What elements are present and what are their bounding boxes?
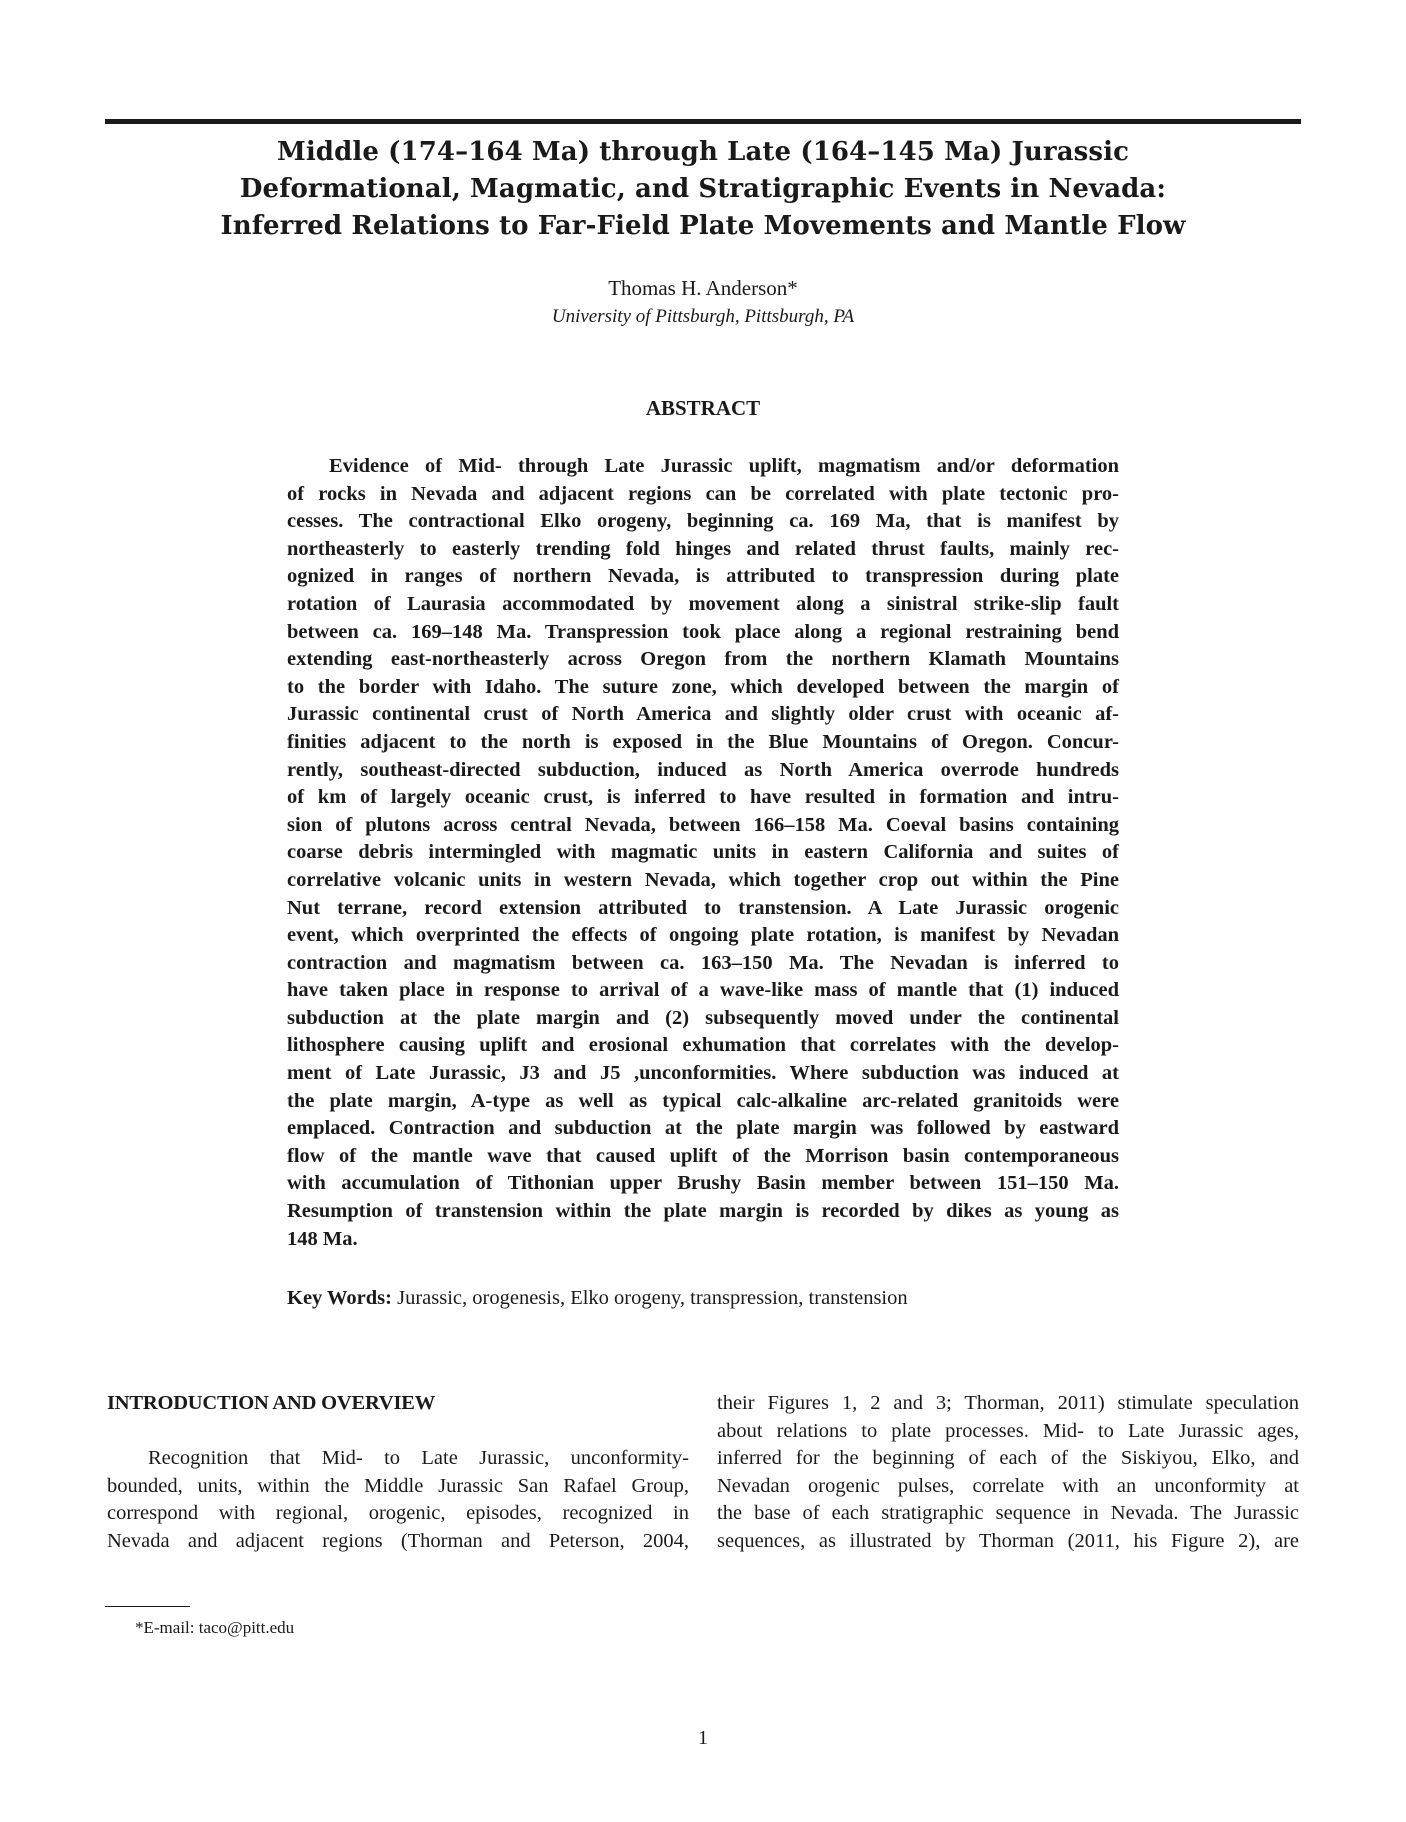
abstract-line: lithosphere causing uplift and erosional exhumation that correlates with the develop-	[287, 1034, 1119, 1057]
abstract-line: flow of the mantle wave that caused uplift of the Morrison basin contemporaneous	[287, 1144, 1119, 1167]
abstract-line: ment of Late Jurassic, J3 and J5 ,unconformities. Where subduction was induced at	[287, 1062, 1119, 1085]
abstract-line: of km of largely oceanic crust, is inferred to have resulted in formation and intru-	[287, 786, 1119, 809]
body-line: bounded, units, within the Middle Jurassic San Rafael Group,	[107, 1474, 689, 1497]
abstract-line: the plate margin, A-type as well as typical calc-alkaline arc-related granitoids were	[287, 1089, 1119, 1112]
abstract-line: coarse debris intermingled with magmatic units in eastern California and suites of	[287, 841, 1119, 864]
abstract-line: have taken place in response to arrival of a wave-like mass of mantle that (1) induced	[287, 979, 1119, 1002]
abstract-line: to the border with Idaho. The suture zone, which developed between the margin of	[287, 675, 1119, 698]
abstract-line: event, which overprinted the effects of ongoing plate rotation, is manifest by Nevadan	[287, 924, 1119, 947]
abstract-line: cesses. The contractional Elko orogeny, beginning ca. 169 Ma, that is manifest by	[287, 510, 1119, 533]
body-line: Recognition that Mid- to Late Jurassic, unconformity-	[148, 1447, 689, 1469]
title-line: Deformational, Magmatic, and Stratigraphic Events in Nevada:	[239, 174, 1167, 204]
body-line: Nevada and adjacent regions (Thorman and Peterson, 2004,	[107, 1529, 689, 1552]
abstract-line: of rocks in Nevada and adjacent regions can be correlated with plate tectonic pro-	[287, 482, 1119, 505]
abstract-line: with accumulation of Tithonian upper Brushy Basin member between 151–150 Ma.	[287, 1172, 1119, 1195]
title-line: Middle (174–164 Ma) through Late (164–145 Ma) Jurassic	[276, 137, 1130, 167]
abstract-heading: ABSTRACT	[645, 396, 761, 420]
abstract-line: emplaced. Contraction and subduction at the plate margin was followed by eastward	[287, 1117, 1119, 1140]
page-number: 1	[698, 1727, 708, 1749]
introduction-right-column	[717, 1390, 1299, 1556]
abstract-line: extending east-northeasterly across Oregon from the northern Klamath Mountains	[287, 648, 1119, 671]
abstract-line: ognized in ranges of northern Nevada, is attributed to transpression during plate	[287, 565, 1119, 588]
abstract-line: rotation of Laurasia accommodated by movement along a sinistral strike-slip fault	[287, 592, 1119, 615]
abstract-line: subduction at the plate margin and (2) subsequently moved under the continental	[287, 1006, 1119, 1029]
author-affiliation: University of Pittsburgh, Pittsburgh, PA	[551, 306, 855, 327]
body-line: their Figures 1, 2 and 3; Thorman, 2011) stimulate speculation	[717, 1392, 1299, 1414]
body-line: correspond with regional, orogenic, episodes, recognized in	[107, 1502, 689, 1525]
abstract-line: contraction and magmatism between ca. 163–150 Ma. The Nevadan is inferred to	[287, 951, 1119, 974]
body-line: the base of each stratigraphic sequence in Nevada. The Jurassic	[717, 1502, 1299, 1525]
abstract-body	[287, 453, 1119, 1253]
keywords	[287, 1285, 1119, 1312]
keywords-text: Jurassic, orogenesis, Elko orogeny, transpression, transtension	[391, 1287, 908, 1309]
body-line: Nevadan orogenic pulses, correlate with an unconformity at	[717, 1474, 1299, 1497]
abstract-line: Resumption of transtension within the plate margin is recorded by dikes as young as	[287, 1200, 1119, 1223]
abstract-line: between ca. 169–148 Ma. Transpression took place along a regional restraining bend	[287, 620, 1119, 643]
abstract-line: 148 Ma.	[287, 1227, 358, 1250]
author-name: Thomas H. Anderson*	[608, 276, 798, 300]
body-line: about relations to plate processes. Mid- to Late Jurassic ages,	[717, 1419, 1299, 1442]
footnote-rule	[105, 1606, 190, 1607]
abstract-line: finities adjacent to the north is exposed in the Blue Mountains of Oregon. Concur-	[287, 730, 1119, 753]
footnote-email: *E-mail: taco@pitt.edu	[135, 1618, 295, 1637]
abstract-line: rently, southeast-directed subduction, induced as North America overrode hundreds	[287, 758, 1119, 781]
paper-title	[105, 134, 1301, 245]
abstract-line: Jurassic continental crust of North America and slightly older crust with oceanic af-	[287, 703, 1119, 726]
top-rule	[105, 119, 1301, 124]
introduction-left-column	[107, 1445, 689, 1555]
abstract-line: sion of plutons across central Nevada, between 166–158 Ma. Coeval basins containing	[287, 813, 1119, 836]
abstract-line: Nut terrane, record extension attributed to transtension. A Late Jurassic orogenic	[287, 896, 1119, 919]
title-line: Inferred Relations to Far-Field Plate Movements and Mantle Flow	[220, 211, 1186, 241]
section-heading-introduction: INTRODUCTION AND OVERVIEW	[107, 1392, 436, 1414]
body-line: sequences, as illustrated by Thorman (2011, his Figure 2), are	[717, 1529, 1299, 1552]
abstract-line: correlative volcanic units in western Nevada, which together crop out within the Pine	[287, 868, 1119, 891]
abstract-line: northeasterly to easterly trending fold hinges and related thrust faults, mainly rec-	[287, 537, 1119, 560]
body-line: inferred for the beginning of each of the Siskiyou, Elko, and	[717, 1447, 1299, 1470]
abstract-line: Evidence of Mid- through Late Jurassic uplift, magmatism and/or deformation	[329, 455, 1119, 477]
keywords-label: Key Words:	[287, 1287, 392, 1309]
